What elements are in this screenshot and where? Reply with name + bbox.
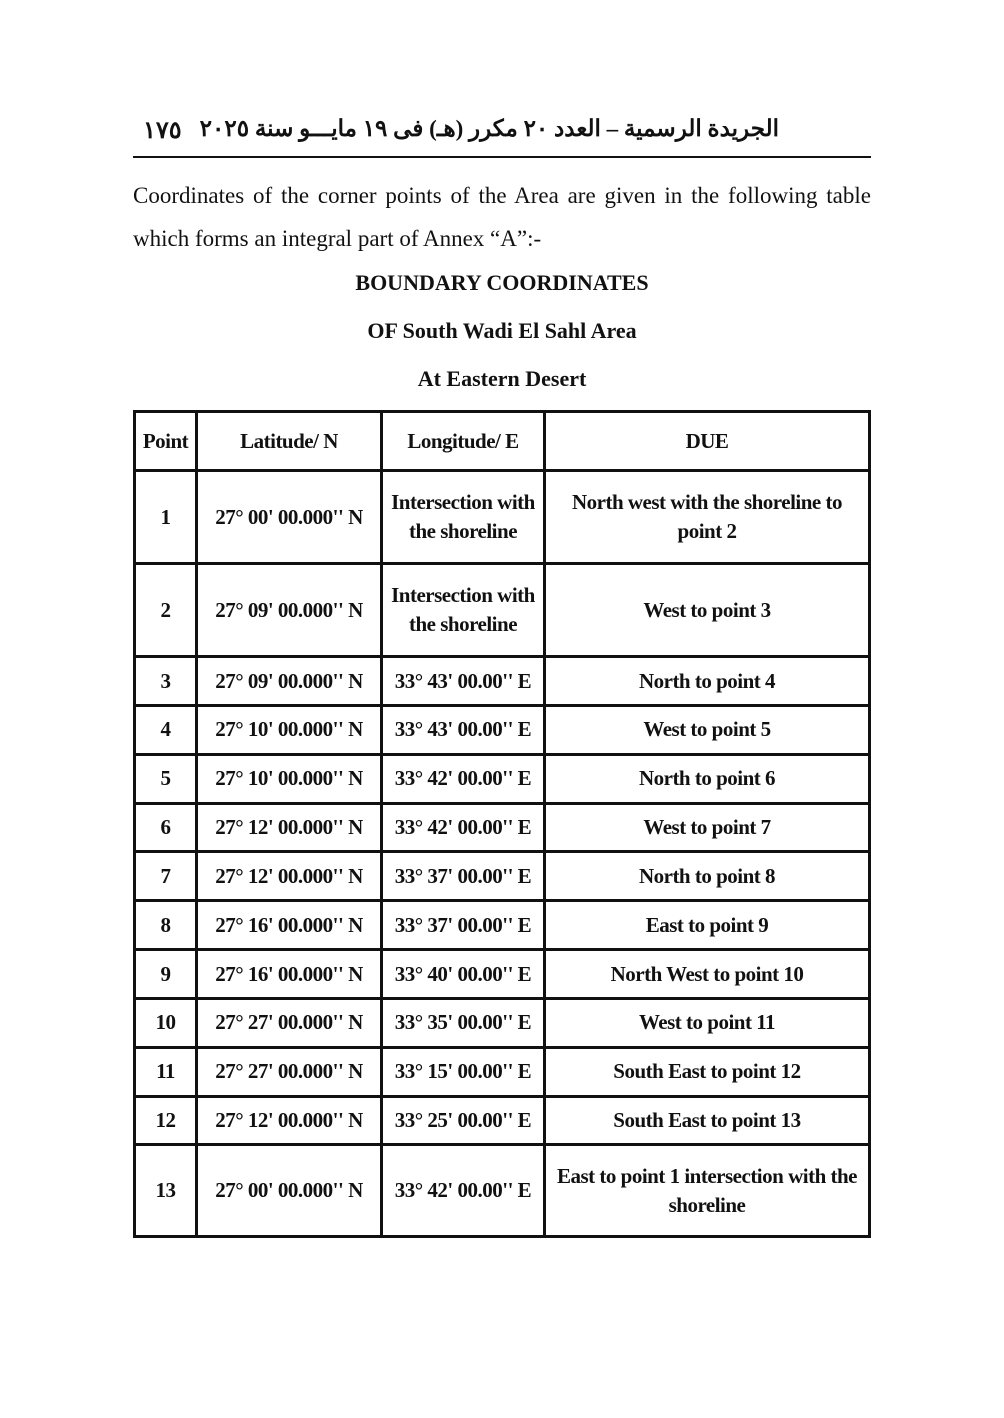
- cell-latitude: 27° 09' 00.000'' N: [198, 565, 383, 658]
- cell-point: 6: [136, 805, 198, 854]
- cell-point: 7: [136, 853, 198, 902]
- cell-latitude: 27° 16' 00.000'' N: [198, 902, 383, 951]
- table-row: [136, 1000, 868, 1049]
- cell-due: North to point 4: [546, 658, 868, 707]
- cell-latitude: 27° 00' 00.000'' N: [198, 472, 383, 565]
- heading-area-name: OF South Wadi El Sahl Area: [367, 318, 637, 343]
- table-row: [136, 707, 868, 756]
- cell-due: East to point 9: [546, 902, 868, 951]
- cell-due: West to point 7: [546, 805, 868, 854]
- cell-point: 4: [136, 707, 198, 756]
- column-header-longitude: Longitude/ E: [383, 413, 546, 472]
- table-row: [136, 472, 868, 565]
- cell-latitude: 27° 12' 00.000'' N: [198, 853, 383, 902]
- cell-point: 10: [136, 1000, 198, 1049]
- cell-longitude: 33° 42' 00.00'' E: [383, 805, 546, 854]
- cell-due: West to point 5: [546, 707, 868, 756]
- table-row: [136, 1146, 868, 1235]
- table-row: [136, 565, 868, 658]
- cell-latitude: 27° 09' 00.000'' N: [198, 658, 383, 707]
- table-row: [136, 853, 868, 902]
- cell-due: North West to point 10: [546, 951, 868, 1000]
- cell-longitude: 33° 25' 00.00'' E: [383, 1098, 546, 1147]
- cell-due: West to point 11: [546, 1000, 868, 1049]
- page-number: ١٧٥: [143, 118, 182, 144]
- heading-boundary-coordinates: BOUNDARY COORDINATES: [355, 270, 649, 295]
- column-header-latitude: Latitude/ N: [198, 413, 383, 472]
- cell-point: 1: [136, 472, 198, 565]
- cell-latitude: 27° 12' 00.000'' N: [198, 805, 383, 854]
- cell-latitude: 27° 27' 00.000'' N: [198, 1049, 383, 1098]
- cell-point: 11: [136, 1049, 198, 1098]
- cell-due: West to point 3: [546, 565, 868, 658]
- cell-latitude: 27° 16' 00.000'' N: [198, 951, 383, 1000]
- cell-latitude: 27° 12' 00.000'' N: [198, 1098, 383, 1147]
- table-header-row: [136, 413, 868, 472]
- column-header-due: DUE: [546, 413, 868, 472]
- cell-longitude: 33° 40' 00.00'' E: [383, 951, 546, 1000]
- cell-longitude: Intersection with the shoreline: [383, 472, 546, 565]
- cell-longitude: 33° 35' 00.00'' E: [383, 1000, 546, 1049]
- page-header: [133, 112, 871, 158]
- cell-due: North west with the shoreline to point 2: [546, 472, 868, 565]
- cell-due: South East to point 12: [546, 1049, 868, 1098]
- cell-due: North to point 6: [546, 756, 868, 805]
- table-row: [136, 951, 868, 1000]
- cell-due: East to point 1 intersection with the shoreline: [557, 1163, 857, 1217]
- cell-point: 3: [136, 658, 198, 707]
- cell-due: South East to point 13: [546, 1098, 868, 1147]
- cell-point: 12: [136, 1098, 198, 1147]
- table-row: [136, 902, 868, 951]
- cell-latitude: 27° 27' 00.000'' N: [198, 1000, 383, 1049]
- table-row: [136, 1049, 868, 1098]
- table-row: [136, 756, 868, 805]
- cell-longitude: Intersection with the shoreline: [383, 565, 546, 658]
- cell-point: 13: [136, 1146, 198, 1235]
- boundary-coordinates-table: [133, 410, 871, 1238]
- cell-longitude: 33° 37' 00.00'' E: [383, 853, 546, 902]
- cell-due: North to point 8: [546, 853, 868, 902]
- cell-point: 9: [136, 951, 198, 1000]
- cell-longitude: 33° 15' 00.00'' E: [383, 1049, 546, 1098]
- cell-latitude: 27° 10' 00.000'' N: [198, 707, 383, 756]
- cell-latitude: 27° 00' 00.000'' N: [198, 1146, 383, 1235]
- column-header-point: Point: [136, 413, 198, 472]
- cell-longitude: 33° 43' 00.00'' E: [383, 707, 546, 756]
- cell-latitude: 27° 10' 00.000'' N: [198, 756, 383, 805]
- heading-location: At Eastern Desert: [417, 366, 587, 391]
- table-row: [136, 1098, 868, 1147]
- cell-point: 8: [136, 902, 198, 951]
- cell-point: 2: [136, 565, 198, 658]
- intro-paragraph: Coordinates of the corner points of the Area are given in the following table which forms an integral part of Annex “A”:-: [133, 183, 871, 251]
- cell-longitude: 33° 42' 00.00'' E: [383, 756, 546, 805]
- gazette-header-title: الجريدة الرسمية – العدد ٢٠ مكرر (هـ) فى ١٩ مايـــو سنة ٢٠٢٥: [199, 116, 779, 141]
- cell-longitude: 33° 43' 00.00'' E: [383, 658, 546, 707]
- cell-longitude: 33° 37' 00.00'' E: [383, 902, 546, 951]
- table-row: [136, 805, 868, 854]
- table-row: [136, 658, 868, 707]
- cell-longitude: 33° 42' 00.00'' E: [383, 1146, 546, 1235]
- cell-point: 5: [136, 756, 198, 805]
